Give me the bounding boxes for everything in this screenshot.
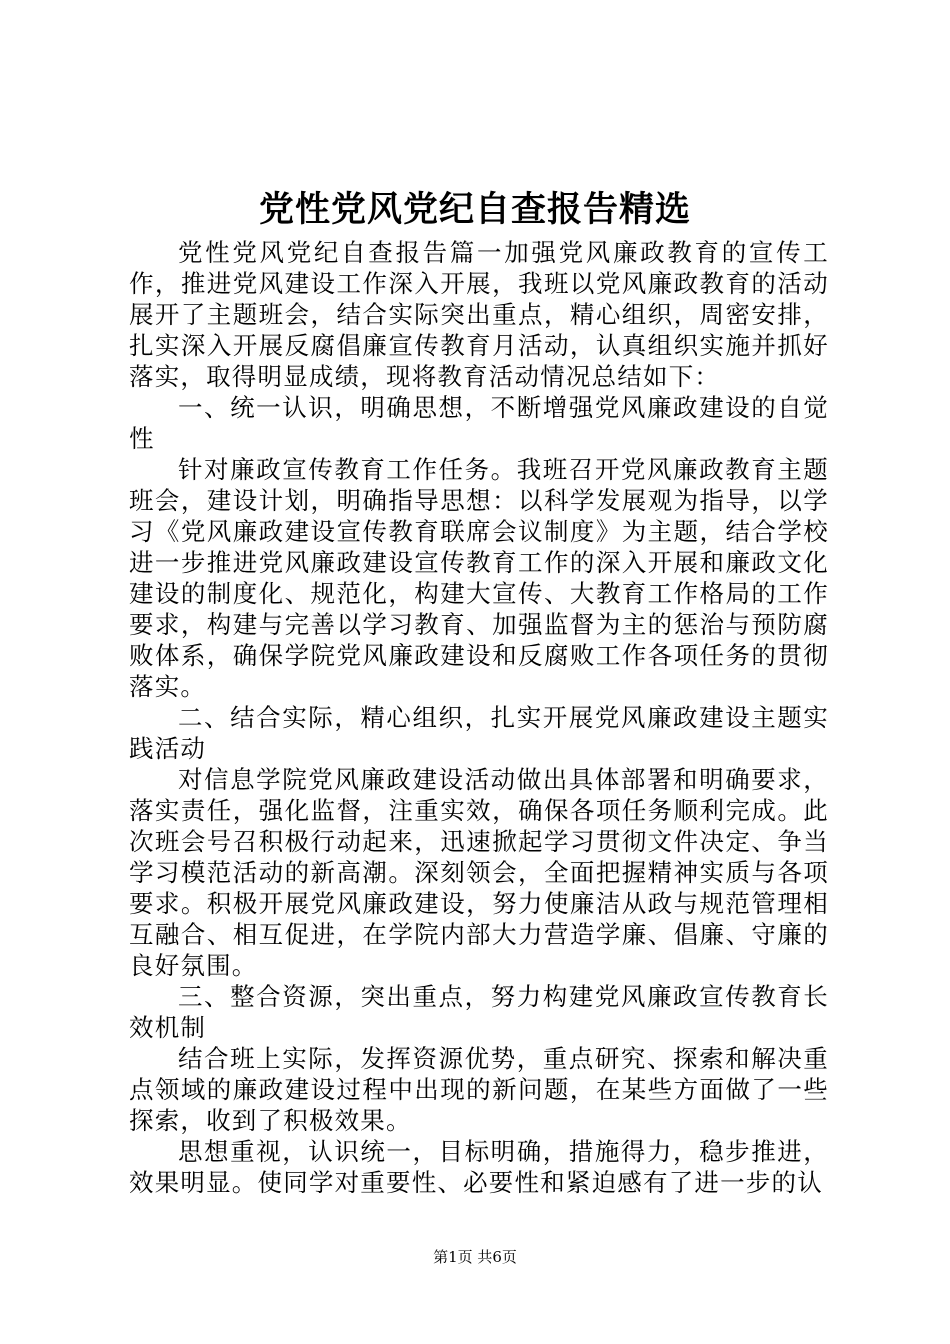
section-heading-2: 二、结合实际，精心组织，扎实开展党风廉政建设主题实践活动 bbox=[129, 703, 829, 763]
paragraph-section-1: 针对廉政宣传教育工作任务。我班召开党风廉政教育主题班会，建设计划，明确指导思想：以科学发展观为指导，以学习《党风廉政建设宣传教育联席会议制度》为主题，结合学校进一步推进党风廉政建设宣传教育工作的深入开展和廉政文化建设的制度化、规范化，构建大宣传、大教育工作格局的工作要求，构建与完善以学习教育、加强监督为主的惩治与预防腐败体系，确保学院党风廉政建设和反腐败工作各项任务的贯彻落实。 bbox=[129, 455, 829, 701]
document-body bbox=[129, 237, 829, 1198]
document-title: 党性党风党纪自查报告精选 bbox=[258, 189, 691, 230]
paragraph-section-3: 结合班上实际，发挥资源优势，重点研究、探索和解决重点领域的廉政建设过程中出现的新问题，在某些方面做了一些探索，收到了积极效果。 bbox=[129, 1044, 829, 1135]
paragraph-intro: 党性党风党纪自查报告篇一加强党风廉政教育的宣传工作，推进党风建设工作深入开展，我班以党风廉政教育的活动展开了主题班会，结合实际突出重点，精心组织，周密安排，扎实深入开展反腐倡廉宣传教育月活动，认真组织实施并抓好落实，取得明显成绩，现将教育活动情况总结如下： bbox=[129, 238, 829, 391]
paragraph-summary: 思想重视，认识统一，目标明确，措施得力，稳步推进，效果明显。使同学对重要性、必要性和紧迫感有了进一步的认 bbox=[129, 1137, 829, 1197]
page-number-footer: 第1页 共6页 bbox=[433, 1248, 517, 1266]
paragraph-section-2: 对信息学院党风廉政建设活动做出具体部署和明确要求，落实责任，强化监督，注重实效，确保各项任务顺利完成。此次班会号召积极行动起来，迅速掀起学习贯彻文件决定、争当学习模范活动的新高潮。深刻领会，全面把握精神实质与各项要求。积极开展党风廉政建设，努力使廉洁从政与规范管理相互融合、相互促进，在学院内部大力营造学廉、倡廉、守廉的良好氛围。 bbox=[129, 765, 829, 980]
section-heading-3: 三、整合资源，突出重点，努力构建党风廉政宣传教育长效机制 bbox=[129, 982, 829, 1042]
section-heading-1: 一、统一认识，明确思想，不断增强党风廉政建设的自觉性 bbox=[129, 393, 829, 453]
